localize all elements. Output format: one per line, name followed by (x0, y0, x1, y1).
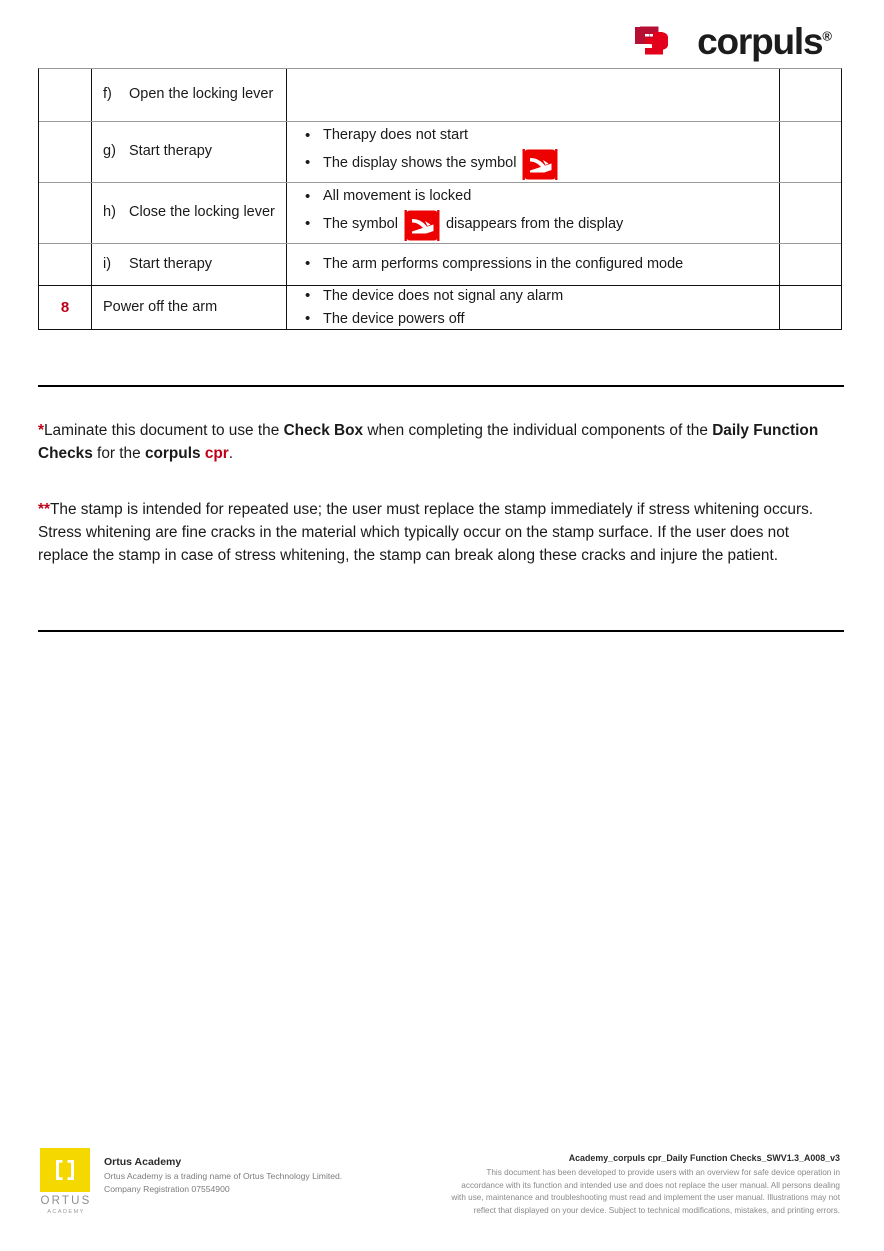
result-list (301, 285, 769, 330)
step-text: Close the locking lever (129, 204, 275, 221)
row-step-cell (91, 286, 286, 329)
row-step-cell (91, 244, 286, 285)
row-step-cell (91, 183, 286, 243)
result-text-trailing: disappears from the display (445, 216, 624, 232)
check-box-cell[interactable] (779, 286, 841, 329)
result-text: • Therapy does not start (323, 127, 469, 144)
row-number-cell (39, 244, 91, 285)
result-list (301, 253, 769, 276)
check-box-cell[interactable] (779, 122, 841, 182)
row-step-cell (91, 122, 286, 182)
list-item (301, 208, 769, 241)
list-item (301, 285, 769, 308)
corpuls-logo-icon (632, 24, 688, 58)
result-text: • The device does not signal any alarm (323, 287, 564, 304)
row-number-cell (39, 69, 91, 121)
footnote-laminate (38, 419, 828, 465)
check-box-cell[interactable] (779, 183, 841, 243)
result-text: • The arm performs compressions in the configured mode (323, 256, 684, 273)
ortus-logo (40, 1148, 92, 1215)
table-row (39, 121, 841, 182)
brand-name-text: corpuls (697, 21, 823, 62)
footnote-warning-text: The stamp is intended for repeated use; the user must replace the stamp immediately if stress whitening occurs. Stress whitening are fine cracks in the material which typically occur on the stamp surface. If the user does not replace the stamp in case of stress whitening, the stamp can break along these cracks and injure the patient. (38, 501, 814, 565)
footer-org-name: Ortus Academy (104, 1156, 182, 1168)
section-divider-bottom (38, 630, 844, 632)
locking-lever-open-symbol-icon (403, 209, 441, 242)
footnote-bold-daily-function-checks: Daily Function Checks (38, 422, 819, 463)
list-item (301, 147, 769, 180)
footnote-bold-check-box: Check Box (283, 422, 364, 439)
footnote-bold-cpr: cpr (204, 445, 229, 463)
ortus-logo-subtitle: ACADEMY (47, 1208, 85, 1215)
row-result-cell (286, 244, 779, 285)
row-number-cell: 8 (60, 299, 70, 316)
row-number-cell (39, 122, 91, 182)
list-item (301, 124, 769, 147)
footnote-text-part3: for the (92, 445, 145, 463)
result-text: • The display shows the symbol (323, 155, 517, 171)
footnote-stamp-warning (38, 498, 828, 567)
result-text: • All movement is locked (323, 188, 472, 205)
footer-document-info (448, 1152, 840, 1217)
step-letter: i) (103, 255, 112, 272)
locking-lever-open-symbol-icon (521, 148, 559, 181)
result-list (301, 124, 769, 180)
double-asterisk-marker: ** (38, 501, 50, 518)
footnote-text-part4: . (228, 445, 234, 463)
table-row (39, 243, 841, 285)
footnote-text-part2: when completing the individual components of the (363, 422, 713, 439)
corpuls-wordmark (697, 23, 832, 60)
row-result-cell (286, 69, 779, 121)
table-row (39, 285, 841, 329)
check-box-cell[interactable] (779, 69, 841, 121)
footer-company-registration: Company Registration 07554900 (104, 1184, 230, 1195)
footer-disclaimer: This document has been developed to provide users with an overview for safe device operation in accordance with its function and intended use and does not replace the user manual. All persons dealing with use, maintenance and troubleshooting must read and implement the user manual. Illustrations may not reflect that displayed on your device. Subject to technical modifications, mistakes, and printing errors. (451, 1168, 840, 1215)
registered-trademark-icon: ® (822, 28, 832, 44)
result-text: • The symbol (323, 216, 398, 232)
ortus-logo-wordmark: ORTUS (40, 1195, 92, 1207)
asterisk-marker: * (38, 422, 44, 439)
step-text: Start therapy (129, 255, 213, 272)
document-header (632, 21, 832, 62)
footnote-text-part1: Laminate this document to use the (44, 422, 284, 439)
footnote-bold-corpuls: corpuls (144, 445, 201, 463)
check-box-cell[interactable] (779, 244, 841, 285)
step-text: Open the locking lever (129, 86, 274, 103)
list-item (301, 308, 769, 331)
section-divider-top (38, 385, 844, 387)
row-result-cell (286, 183, 779, 243)
result-text: • The device powers off (323, 310, 465, 327)
row-result-cell (286, 286, 779, 329)
document-code: Academy_corpuls cpr_Daily Function Checks_SWV1.3_A008_v3 (568, 1153, 840, 1163)
footer-branding (40, 1148, 342, 1215)
row-result-cell (286, 122, 779, 182)
list-item (301, 185, 769, 208)
ortus-bracket-icon (40, 1148, 90, 1192)
table-row (39, 182, 841, 243)
step-letter: g) (103, 143, 116, 160)
footer-trading-name: Ortus Academy is a trading name of Ortus Technology Limited. (104, 1171, 343, 1182)
step-letter: h) (103, 204, 116, 221)
result-list (301, 185, 769, 241)
row-number-cell (39, 183, 91, 243)
footer-company-info (104, 1148, 342, 1196)
step-letter: f) (103, 86, 112, 103)
row-step-cell (91, 69, 286, 121)
step-text: Start therapy (129, 143, 213, 160)
step-text: Power off the arm (103, 298, 218, 315)
daily-function-checks-table (38, 68, 842, 330)
table-row (39, 69, 841, 121)
list-item (301, 253, 769, 276)
